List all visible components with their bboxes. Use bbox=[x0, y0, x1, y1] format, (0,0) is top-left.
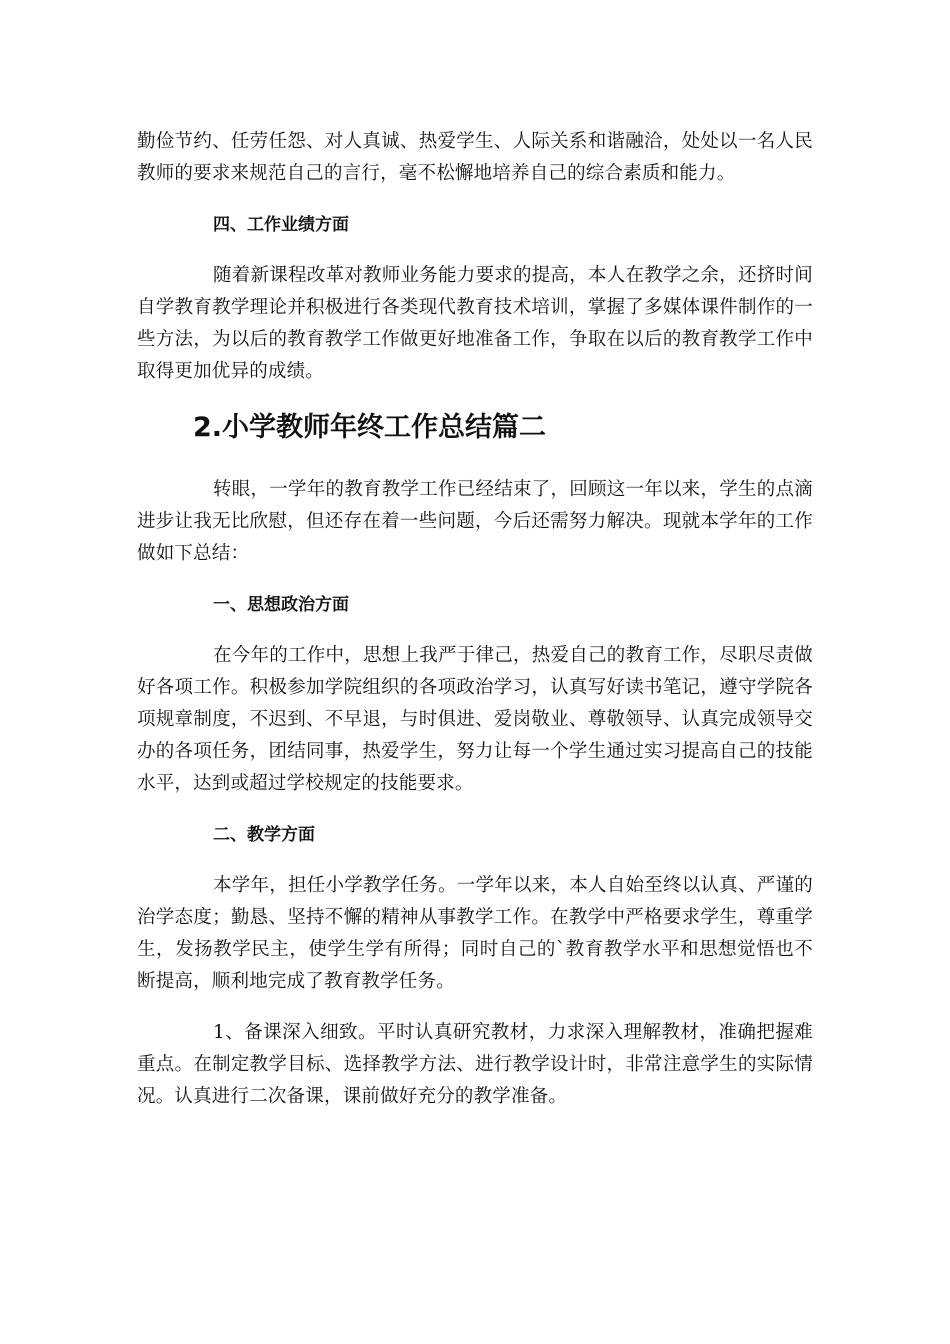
paragraph-political: 在今年的工作中，思想上我严于律己，热爱自己的教育工作，尽职尽责做好各项工作。积极参加学院组织的各项政治学习，认真写好读书笔记，遵守学院各项规章制度，不迟到、不早退，与时俱进、爱岗敬业、尊敬领导、认真完成领导交办的各项任务，团结同事，热爱学生，努力让每一个学生通过实习提高自己的技能水平，达到或超过学校规定的技能要求。 bbox=[137, 645, 813, 794]
paragraph-work-performance: 随着新课程改革对教师业务能力要求的提高，本人在教学之余，还挤时间自学教育教学理论并积极进行各类现代教育技术培训，掌握了多媒体课件制作的一些方法，为以后的教育教学工作做更好地准备工作，争取在以后的教育教学工作中取得更加优异的成绩。 bbox=[137, 265, 813, 382]
section-heading-work-performance: 四、工作业绩方面 bbox=[213, 215, 349, 235]
document-page bbox=[137, 126, 813, 1132]
paragraph-teaching: 本学年，担任小学教学任务。一学年以来，本人自始至终以认真、严谨的治学态度；勤恳、坚持不懈的精神从事教学工作。在教学中严格要求学生，尊重学生，发扬教学民主，使学生学有所得；同时自己的`教育教学水平和思想觉悟也不断提高，顺利地完成了教育教学任务。 bbox=[137, 875, 813, 992]
paragraph-intro: 转眼，一学年的教育教学工作已经结束了，回顾这一年以来，学生的点滴进步让我无比欣慰，但还存在着一些问题，今后还需努力解决。现就本学年的工作做如下总结： bbox=[137, 479, 813, 564]
paragraph-lesson-prep: 1、备课深入细致。平时认真研究教材，力求深入理解教材，准确把握难重点。在制定教学目标、选择教学方法、进行教学设计时，非常注意学生的实际情况。认真进行二次备课，课前做好充分的教学准备。 bbox=[137, 1022, 813, 1107]
paragraph-continued: 勤俭节约、任劳任怨、对人真诚、热爱学生、人际关系和谐融洽，处处以一名人民教师的要求来规范自己的言行，毫不松懈地培养自己的综合素质和能力。 bbox=[137, 131, 813, 184]
section-heading-teaching: 二、教学方面 bbox=[213, 825, 315, 845]
article-title: 2.小学教师年终工作总结篇二 bbox=[193, 412, 547, 443]
section-heading-political: 一、思想政治方面 bbox=[213, 595, 349, 615]
